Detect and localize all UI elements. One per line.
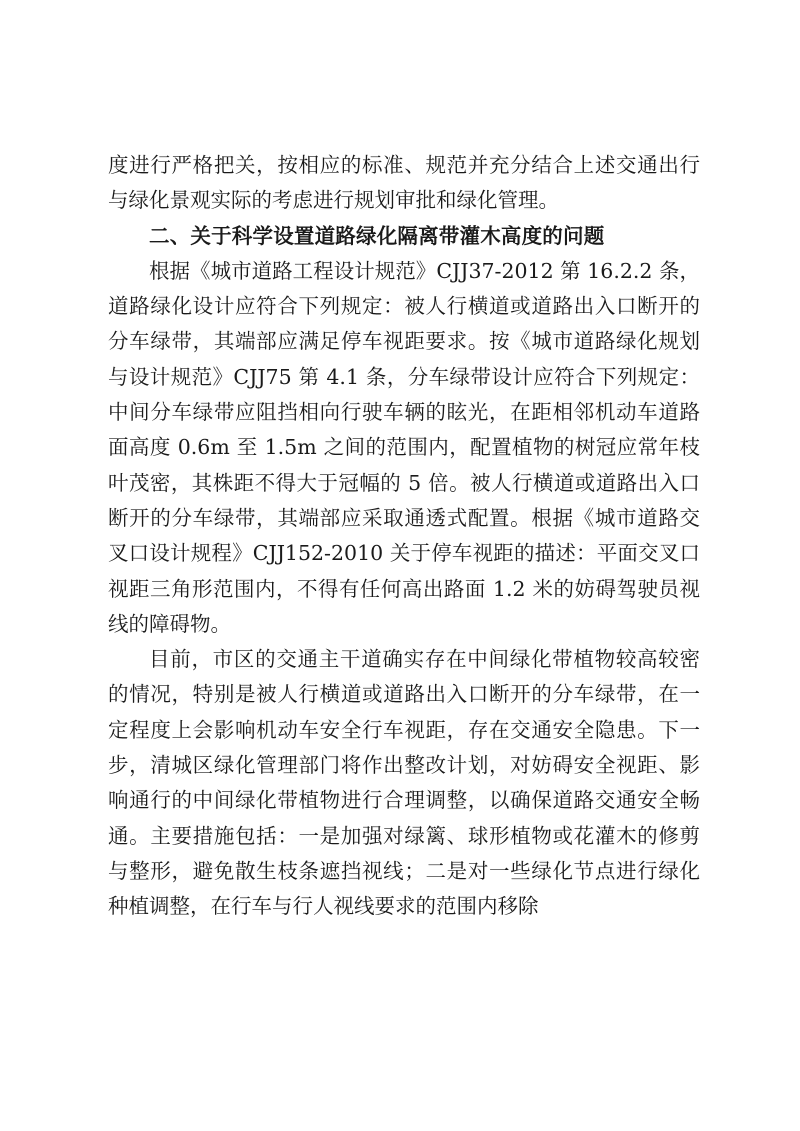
continuation-paragraph: 度进行严格把关，按相应的标准、规范并充分结合上述交通出行与绿化景观实际的考虑进行规划审批和绿化管理。 (108, 153, 700, 213)
body-paragraph-measures: 目前，市区的交通主干道确实存在中间绿化带植物较高较密的情况，特别是被人行横道或道路出入口断开的分车绿带，在一定程度上会影响机动车安全行车视距，存在交通安全隐患。下一步，清城区绿化管理部门将作出整改计划，对妨碍安全视距、影响通行的中间绿化带植物进行合理调整，以确保道路交通安全畅通。主要措施包括：一是加强对绿篱、球形植物或花灌木的修剪与整形，避免散生枝条遮挡视线；二是对一些绿化节点进行绿化种植调整，在行车与行人视线要求的范围内移除 (108, 647, 700, 919)
body-paragraph-regulations: 根据《城市道路工程设计规范》CJJ37-2012 第 16.2.2 条，道路绿化设计应符合下列规定：被人行横道或道路出入口断开的分车绿带，其端部应满足停车视距要求。按《城市道路绿化规划与设计规范》CJJ75 第 4.1 条，分车绿带设计应符合下列规定： 中间分车绿带应阻挡相向行驶车辆的眩光，在距相邻机动车道路面高度 0.6m 至 1.5m 之间的范围内，配置植物的树冠应常年枝叶茂密，其株距不得大于冠幅的 5 倍。被人行横道或道路出入口断开的分车绿带，其端部应采取通透式配置。根据《城市道路交叉口设计规程》CJJ152-2010 关于停车视距的描述：平面交叉口视距三角形范围内，不得有任何高出路面 1.2 米的妨碍驾驶员视线的障碍物。 (108, 258, 700, 636)
document-body (108, 148, 700, 925)
section-heading: 二、关于科学设置道路绿化隔离带灌木高度的问题 (149, 223, 605, 248)
